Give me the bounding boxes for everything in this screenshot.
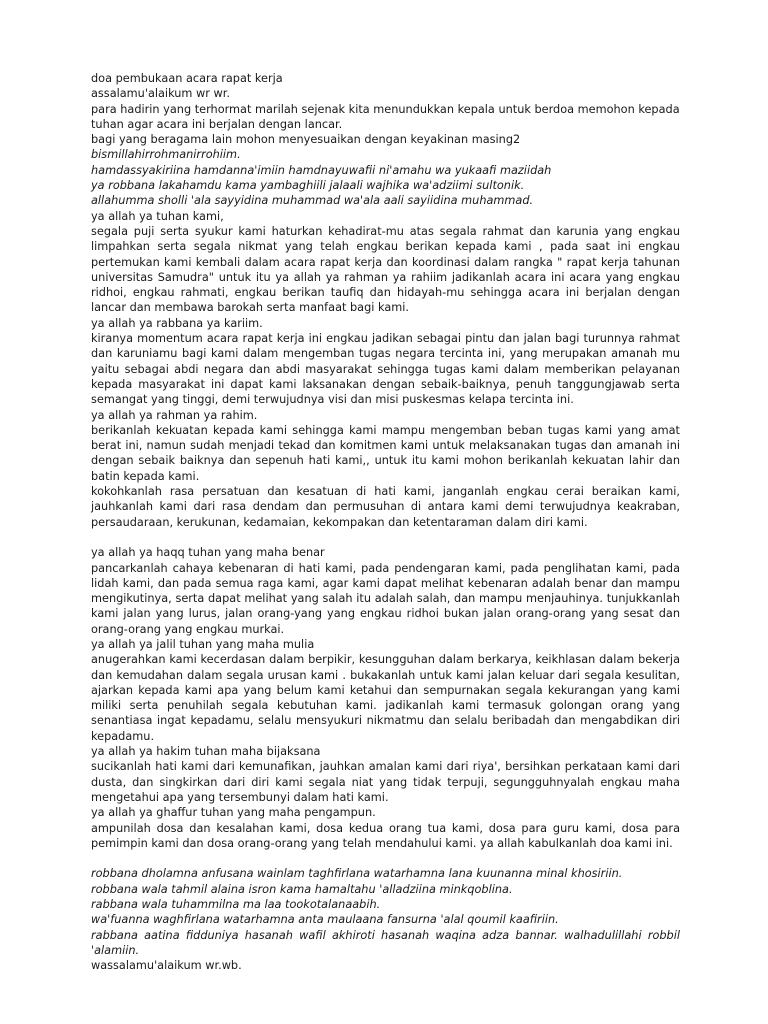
blank-line bbox=[91, 530, 680, 545]
paragraph: ya allah ya rahman ya rahim. bbox=[91, 408, 258, 422]
paragraph: ya allah ya jalil tuhan yang maha mulia bbox=[91, 637, 315, 651]
paragraph: segala puji serta syukur kami haturkan kehadirat-mu atas segala rahmat dan karunia yang engkau limpahkan serta segala nikmat yang telah engkau berikan kepada kami , pada saat ini engkau pertemukan kami kembali dalam acara rapat kerja dan koordinasi dalam rangka " rapat kerja tahunan universitas Samudra" untuk itu ya allah ya rahman ya rahiim jadikanlah acara ini acara yang engkau ridhoi, engkau rahmati, engkau berikan taufiq dan hidayah-mu sehingga acara ini berjalan dengan lancar dan membawa barokah serta manfaat bagi kami. bbox=[91, 224, 680, 315]
paragraph: anugerahkan kami kecerdasan dalam berpikir, kesungguhan dalam berkarya, keikhlasan dalam bekerja dan kemudahan dalam segala urusan kami . bukakanlah untuk kami jalan keluar dari segala kesulitan, ajarkan kepada kami apa yang belum kami ketahui dan sempurnakan segala kekurangan yang kami miliki serta penuhilah segala kebutuhan kami. jadikanlah kami termasuk golongan orang yang senantiasa ingat kepadamu, selalu mensyukuri nikmatmu dan selalu beribadah dan mengabdikan diri kepadamu. bbox=[91, 653, 680, 743]
paragraph: para hadirin yang terhormat marilah sejenak kita menundukkan kepala untuk berdoa memohon kepada tuhan agar acara ini berjalan dengan lancar. bbox=[91, 102, 680, 131]
paragraph: sucikanlah hati kami dari kemunafikan, jauhkan amalan kami dari riya', bersihkan perkataan kami dari dusta, dan singkirkan dari diri kami segala niat yang tidak terpuji, segungguhnyalah engkau maha mengetahui apa yang tersembunyi dalam hati kami. bbox=[91, 760, 680, 804]
prayer-verse: hamdassyakiriina hamdanna'imiin hamdnayuwafii ni'amahu wa yukaafi maziidah bbox=[91, 163, 552, 177]
prayer-verse: robbana wala tahmil alaina isron kama hamaltahu 'alladziina minkqoblina. bbox=[91, 882, 513, 896]
paragraph: kokohkanlah rasa persatuan dan kesatuan di hati kami, janganlah engkau cerai beraikan kami, jauhkanlah kami dari rasa dendam dan permusuhan di antara kami demi terwujudnya keakraban, persaudaraan, kerukunan, kedamaian, kekompakan dan ketentaraman dalam diri kami. bbox=[91, 485, 680, 529]
prayer-verse: allahumma sholli 'ala sayyidina muhammad wa'ala aali sayiidina muhammad. bbox=[91, 194, 534, 208]
paragraph: ya allah ya tuhan kami, bbox=[91, 209, 224, 223]
paragraph: assalamu'alaikum wr wr. bbox=[91, 87, 230, 101]
document-body bbox=[91, 71, 680, 974]
paragraph: ya allah ya ghaffur tuhan yang maha pengampun. bbox=[91, 806, 376, 820]
paragraph: ya allah ya hakim tuhan maha bijaksana bbox=[91, 745, 321, 759]
paragraph: pancarkanlah cahaya kebenaran di hati kami, pada pendengaran kami, pada penglihatan kami, pada lidah kami, dan pada semua raga kami, agar kami dapat melihat kebenaran adalah benar dan mampu mengikutinya, serta dapat melihat yang salah itu adalah salah, dan mampu menjauhinya. tunjukkanlah kami jalan yang lurus, jalan orang-yang yang engkau ridhoi bukan jalan orang-orang yang sesat dan orang-orang yang engkau murkai. bbox=[91, 561, 680, 636]
paragraph: berikanlah kekuatan kepada kami sehingga kami mampu mengemban beban tugas kami yang amat berat ini, namun sudah menjadi tekad dan komitmen kami untuk melaksanakan tugas dan amanah ini dengan sebaik baiknya dan sepenuh hati kami,, untuk itu kami mohon berikanlah kekuatan lahir dan batin kepada kami. bbox=[91, 423, 680, 483]
prayer-verse: ya robbana lakahamdu kama yambaghiili jalaali wajhika wa'adziimi sultonik. bbox=[91, 179, 525, 193]
blank-line bbox=[91, 851, 680, 866]
prayer-verse: robbana dholamna anfusana wainlam taghfirlana watarhamna lana kuunanna minal khosiriin. bbox=[91, 867, 623, 881]
paragraph: ya allah ya rabbana ya kariim. bbox=[91, 316, 263, 330]
paragraph: wassalamu'alaikum wr.wb. bbox=[91, 959, 242, 973]
paragraph: kiranya momentum acara rapat kerja ini engkau jadikan sebagai pintu dan jalan bagi turunnya rahmat dan karuniamu bagi kami dalam mengemban tugas negara tercinta ini, yang merupakan amanah mu yaitu sebagai abdi negara dan abdi masyarakat sehingga tugas kami dalam memberikan pelayanan kepada masyarakat ini dapat kami laksanakan dengan sebaik-baiknya, penuh tanggungjawab serta semangat yang tinggi, demi terwujudnya visi dan misi puskesmas kelapa tercinta ini. bbox=[91, 332, 680, 407]
prayer-verse: bismillahirrohmanirrohiim. bbox=[91, 148, 241, 162]
prayer-verse: rabbana aatina fidduniya hasanah wafil akhiroti hasanah waqina adza bannar. walhadulillahi robbil 'alamiin. bbox=[91, 928, 680, 957]
paragraph: ampunilah dosa dan kesalahan kami, dosa kedua orang tua kami, dosa para guru kami, dosa para pemimpin kami dan dosa orang-orang yang telah mendahului kami. ya allah kabulkanlah doa kami ini. bbox=[91, 821, 680, 850]
paragraph: doa pembukaan acara rapat kerja bbox=[91, 72, 283, 85]
prayer-verse: wa'fuanna waghfirlana watarhamna anta maulaana fansurna 'alal qoumil kaafiriin. bbox=[91, 913, 559, 927]
paragraph: bagi yang beragama lain mohon menyesuaikan dengan keyakinan masing2 bbox=[91, 133, 521, 147]
paragraph: ya allah ya haqq tuhan yang maha benar bbox=[91, 546, 325, 560]
prayer-verse: rabbana wala tuhammilna ma laa tookotalanaabih. bbox=[91, 898, 381, 912]
